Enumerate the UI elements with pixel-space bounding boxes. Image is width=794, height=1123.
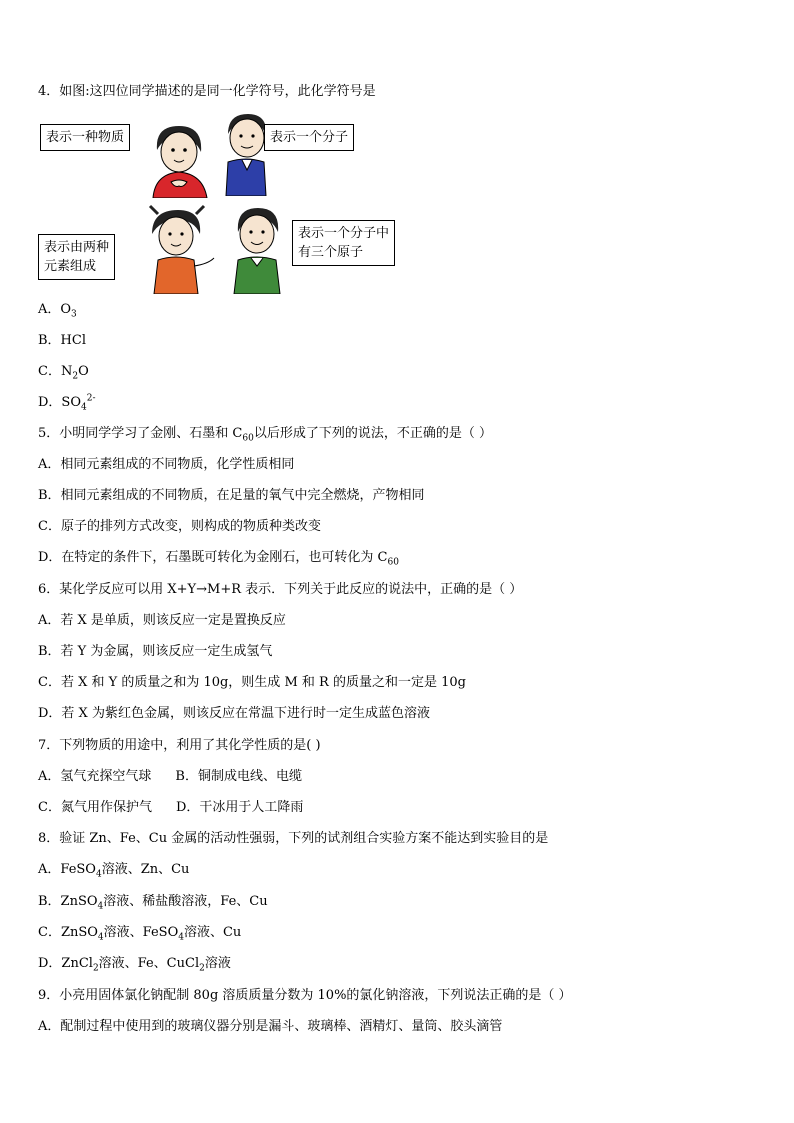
- student-illustration: [138, 204, 218, 294]
- q4-option-c: C．$N_2O$: [38, 364, 89, 382]
- speech-bubble-top-left: [40, 124, 130, 151]
- q6-stem: 6．某化学反应可以用 X+Y→M+R 表示．下列关于此反应的说法中，正确的是（ ）: [38, 582, 523, 597]
- student-illustration: [226, 204, 288, 294]
- q9-option-a: A．配制过程中使用到的玻璃仪器分别是漏斗、玻璃棒、酒精灯、量筒、胶头滴管: [38, 1019, 503, 1034]
- bubble-text: 表示一种物质: [46, 130, 125, 145]
- q8-option-d: D．ZnCl$_2$溶液、Fe、CuCl$_2$溶液: [38, 956, 231, 974]
- q5-option-a: A．相同元素组成的不同物质，化学性质相同: [38, 457, 295, 472]
- q7-option-a: A．氢气充探空气球: [38, 769, 152, 784]
- bubble-text: 表示一个分子中: [298, 226, 390, 241]
- q8-option-b: B．ZnSO$_4$溶液、稀盐酸溶液，Fe、Cu: [38, 894, 268, 912]
- student-illustration: [143, 120, 215, 198]
- q7-option-d: D．干冰用于人工降雨: [175, 800, 304, 815]
- q6-option-b: B．若 Y 为金属，则该反应一定生成氢气: [38, 644, 273, 659]
- speech-bubble-top-right: [264, 124, 354, 151]
- q8-option-c: C．ZnSO$_4$溶液、FeSO$_4$溶液、Cu: [38, 925, 242, 943]
- q5-stem: 5．小明同学学习了金刚、石墨和 $C_{60}$以后形成了下列的说法，不正确的是（ ）: [38, 426, 492, 444]
- q8-option-a: A．FeSO$_4$溶液、Zn、Cu: [38, 862, 190, 880]
- q4-option-b: B．HCl: [38, 333, 86, 348]
- speech-bubble-bottom-left: [38, 234, 115, 280]
- q7-options-row-1: [38, 768, 302, 786]
- q7-option-c: C．氮气用作保护气: [38, 800, 152, 815]
- bubble-text: 元素组成: [44, 259, 97, 274]
- bubble-text: 表示由两种: [44, 240, 110, 255]
- bubble-text: 表示一个分子: [270, 130, 349, 145]
- q9-stem: 9．小亮用固体氯化钠配制 80g 溶质质量分数为 10%的氯化钠溶液，下列说法正确的是（ ）: [38, 988, 572, 1003]
- q4-option-a: A．$O_3$: [38, 302, 77, 320]
- speech-bubble-bottom-right: [292, 220, 395, 266]
- q7-option-b: B．铜制成电线、电缆: [175, 769, 302, 784]
- q4-figure: [38, 112, 418, 294]
- q6-option-c: C．若 X 和 Y 的质量之和为 10g，则生成 M 和 R 的质量之和一定是 10g: [38, 675, 466, 690]
- q8-stem: 8．验证 Zn、Fe、Cu 金属的活动性强弱，下列的试剂组合实验方案不能达到实验目的是: [38, 831, 549, 846]
- q6-option-d: D．若 X 为紫红色金属，则该反应在常温下进行时一定生成蓝色溶液: [38, 706, 430, 721]
- q7-stem: 7．下列物质的用途中，利用了其化学性质的是( ): [38, 738, 321, 753]
- q6-option-a: A．若 X 是单质，则该反应一定是置换反应: [38, 613, 286, 628]
- q5-option-c: C．原子的排列方式改变，则构成的物质种类改变: [38, 519, 321, 534]
- q5-option-d: D．在特定的条件下，石墨既可转化为金刚石，也可转化为 $C_{60}$: [38, 550, 399, 568]
- q5-option-b: B．相同元素组成的不同物质，在足量的氧气中完全燃烧，产物相同: [38, 488, 425, 503]
- q7-options-row-2: [38, 799, 303, 817]
- q4-option-d: D．$SO_4^{2-}$: [38, 393, 96, 413]
- bubble-text: 有三个原子: [298, 245, 364, 260]
- q4-stem: 4．如图:这四位同学描述的是同一化学符号，此化学符号是: [38, 84, 376, 99]
